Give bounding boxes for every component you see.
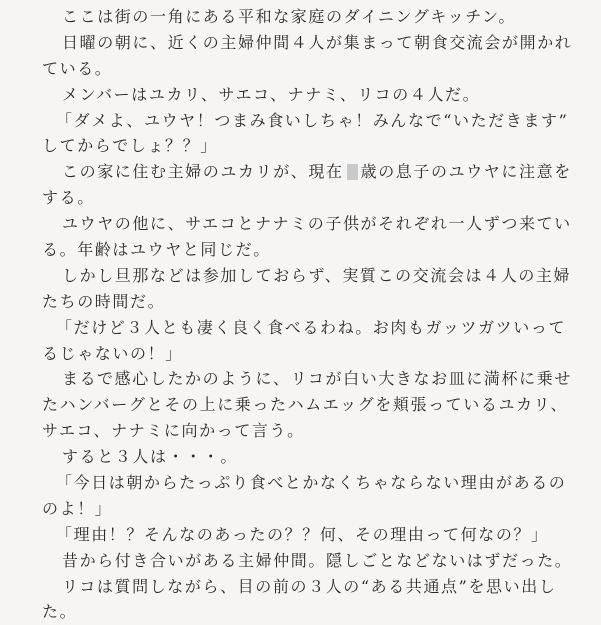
text-line-24: た。 [42,602,78,622]
text-line-12: たちの時間だ。 [42,291,166,311]
text-line-19: 「今日は朝からたっぷり食べとかなくちゃならない理由があるの [56,473,567,493]
text-line-21: 「理由！？そんなのあったの？？何、その理由って何なの？」 [56,524,549,544]
text-line-18: すると３人は・・・。 [62,447,239,467]
text-line-2: 日曜の朝に、近くの主婦仲間４人が集まって朝食交流会が開かれ [62,32,573,52]
text-line-20: のよ！」 [42,498,113,518]
novel-text-body [42,4,582,625]
text-line-16: たハンバーグとその上に乗ったハムエッグを頬張っているユカリ、 [42,395,569,415]
text-line-7-before: この家に住む主婦のユカリが、現在 [62,162,344,182]
text-line-23: リコは質問しながら、目の前の３人の“ある共通点”を思い出し [62,576,557,596]
text-line-11: しかし旦那などは参加しておらず、実質この交流会は４人の主婦 [62,265,572,285]
text-line-22: 昔から付き合いがある主婦仲間。隠しごとなどないはずだった。 [62,550,573,570]
text-line-15: まるで感心したかのように、リコが白い大きなお皿に満杯に乗せ [62,369,572,389]
text-line-7-after: 歳の息子のユウヤに注意を [360,162,572,182]
text-line-4: メンバーはユカリ、サエコ、ナナミ、リコの４人だ。 [62,84,481,104]
text-line-14: るじゃないの！」 [42,343,183,363]
text-line-10: る。年齢はユウヤと同じだ。 [42,240,271,260]
text-line-13: 「だけど３人とも凄く良く食べるわね。お肉もガッツガツいって [56,317,567,337]
text-line-9: ユウヤの他に、サエコとナナミの子供がそれぞれ一人ずつ来てい [62,214,572,234]
text-line-1: ここは街の一角にある平和な家庭のダイニングキッチン。 [62,7,516,26]
text-line-3: ている。 [42,58,113,78]
text-line-6: してからでしょ？？」 [42,136,218,156]
text-line-8: する。 [42,188,95,208]
text-line-5: 「ダメよ、ユウヤ！つまみ食いしちゃ！みんなで“いただきます” [56,110,569,130]
censored-age-box [347,164,358,180]
text-line-17: サエコ、ナナミに向かって言う。 [42,421,305,441]
text-line-7 [42,159,582,185]
